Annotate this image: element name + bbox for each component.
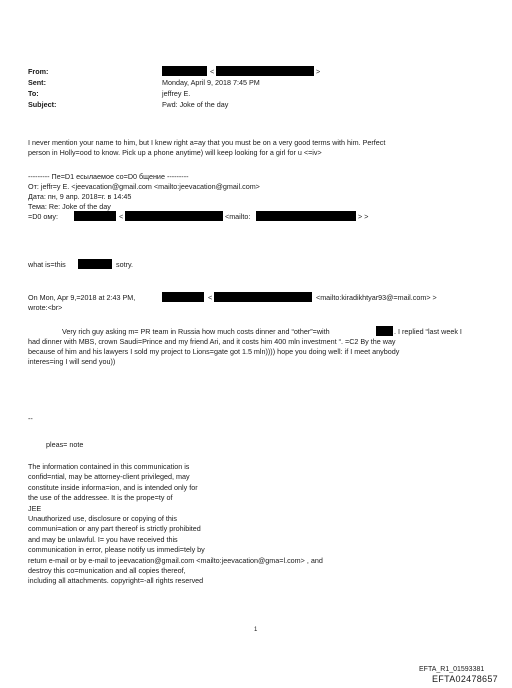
forward-to-mailto: <mailto: [225,212,251,221]
quote-line-1: Very rich guy asking m= PR team in Russia how much costs dinner and “other”=with [62,327,330,336]
from-gt: > [316,67,321,76]
bates-number-1: EFTA_R1_01593381 [419,666,485,673]
from-lt: < [210,67,215,76]
disclaimer-line: and may be unlawful. I= you have received this [28,534,178,544]
please-note: pleas= note [46,440,84,449]
disclaimer-line: JEE [28,503,42,513]
forward-separator: --------- Пе=D1 есылаемое со=D0 бщение --------- [28,172,189,181]
sotry-text: sotry. [116,260,134,269]
redaction-block [78,259,112,269]
forward-to-end: > > [358,212,369,221]
to-label: To: [28,89,39,98]
quote-line-3: because of him and his lawyers I sold my project to Lions=gate got 1.5 mln)))) hope you doing well: if I meet anybody [28,347,400,356]
intro-line-1: I never mention your name to him, but I knew right a=ay that you must be on a very good terms with him. Perfect [28,138,386,147]
wrote-line: wrote:<br> [28,303,63,312]
on-mon-mailto: <mailto:kiradikhtyar93@=mail.com> > [316,293,437,302]
redaction-block [256,211,356,221]
sent-value: Monday, April 9, 2018 7:45 PM [162,78,260,87]
signature-dashes: -- [28,414,33,423]
page-number: 1 [254,627,258,633]
quote-line-4: interes=ing I will send you)) [28,357,116,366]
disclaimer-line: communication in error, please notify us immedi=tely by [28,545,205,555]
redaction-block [216,66,314,76]
quote-line-1b: . I replied “last week I [394,327,462,336]
redaction-block [214,292,312,302]
disclaimer-line: communi=ation or any part thereof is strictly prohibited [28,524,201,534]
disclaimer-line: constitute inside informa=ion, and is intended only for [28,482,198,492]
what-is-this: what is=this [28,260,66,269]
to-value: jeffrey E. [162,89,191,98]
redaction-block [74,211,116,221]
intro-line-2: person in Holly=ood to know. Pick up a phone anytime) will keep looking for a girl for u <=iv> [28,148,322,157]
quote-line-2: had dinner with MBS, crown Saudi=Prince and my friend Ari, and it costs him 400 mln investment “. =C2 By the way [28,337,396,346]
forward-from: От: jeffr=y E. <jeevacation@gmail.com <mailto:jeevacation@gmail.com> [28,182,260,191]
redaction-block [162,292,204,302]
forward-to-label: =D0 ому: [28,212,58,221]
redaction-block [125,211,223,221]
from-label: From: [28,67,49,76]
disclaimer-line: including all attachments. copyright=-all rights reserved [28,576,204,586]
disclaimer-line: destroy this co=munication and all copies thereof, [28,565,186,575]
disclaimer-line: return e-mail or by e-mail to jeevacation@gmail.com <mailto:jeevacation@gma=l.com> , and [28,555,323,565]
redaction-block [376,326,393,336]
disclaimer-block [28,462,323,587]
bates-number-2: EFTA02478657 [432,674,498,684]
forward-date: Дата: пн, 9 апр. 2018=г. в 14:45 [28,192,132,201]
forward-to-lt: < [119,212,124,221]
disclaimer-line: confid=ntial, may be attorney-client privileged, may [28,472,190,482]
on-mon-line: On Mon, Apr 9,=2018 at 2:43 PM, [28,293,136,302]
subject-value: Fwd: Joke of the day [162,100,229,109]
sent-label: Sent: [28,78,46,87]
redaction-block [162,66,207,76]
forward-subject: Тема: Re: Joke of the day [28,202,111,211]
disclaimer-line: The information contained in this communication is [28,462,190,471]
disclaimer-line: Unauthorized use, disclosure or copying of this [28,513,178,523]
disclaimer-line: the use of the addressee. It is the prope=ty of [28,493,173,503]
on-mon-lt: < [208,293,213,302]
subject-label: Subject: [28,100,57,109]
